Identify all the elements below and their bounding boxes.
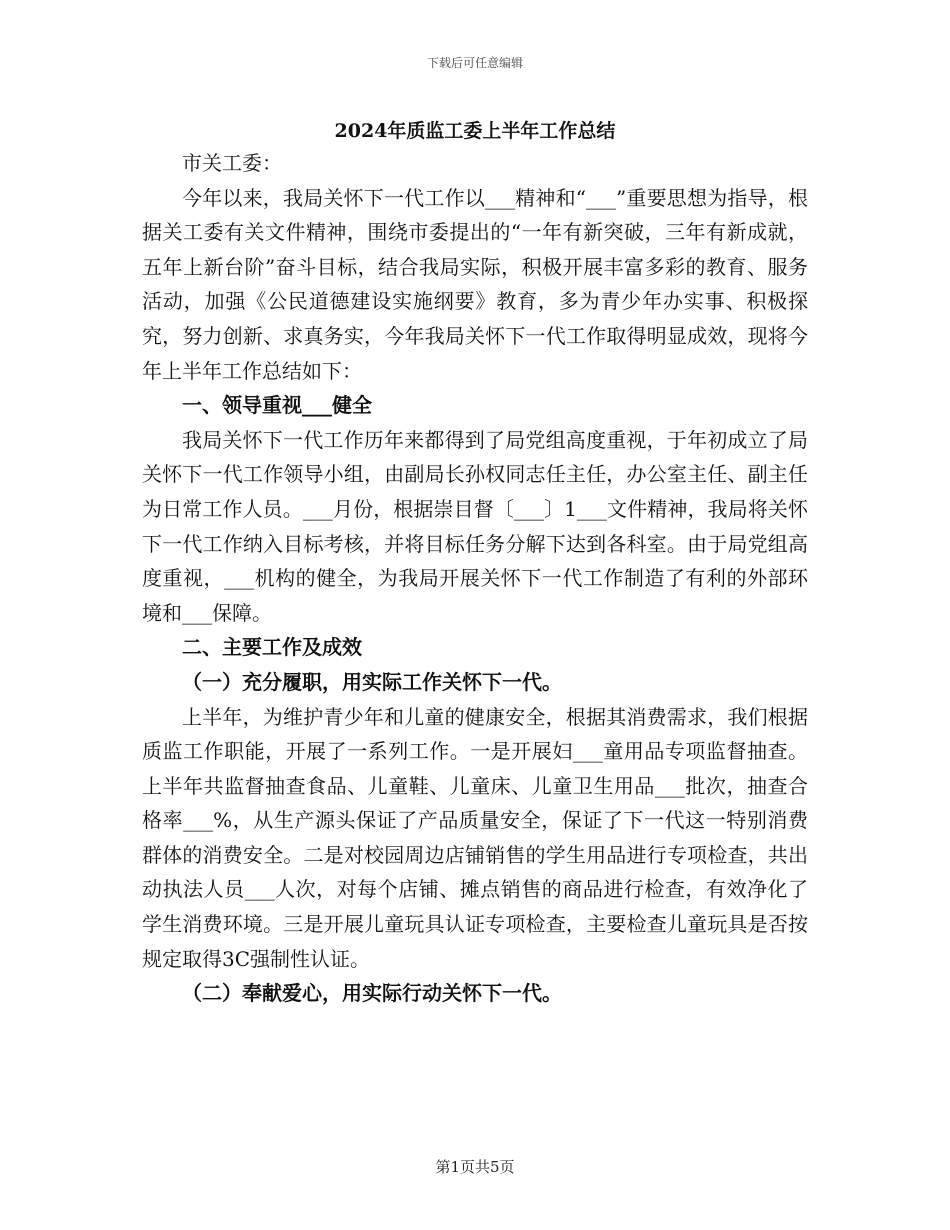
header-note: 下载后可任意编辑: [426, 56, 523, 70]
intro-paragraph: 今年以来，我局关怀下一代工作以___精神和“___”重要思想为指导，根据关工委有关文件精神，围绕市委提出的“一年有新突破，三年有新成就，五年上新台阶”奋斗目标，结合我局实际，积极开展丰富多彩的教育、服务活动，加强《公民道德建设实施纲要》教育，多为青少年办实事、积极探究，努力创新、求真务实，今年我局关怀下一代工作取得明显成效，现将今年上半年工作总结如下：: [142, 185, 808, 383]
section-1-paragraph: 我局关怀下一代工作历年来都得到了局党组高度重视，于年初成立了局关怀下一代工作领导小组，由副局长孙权同志任主任，办公室主任、副主任为日常工作人员。___月份，根据崇目督〔___〕1___文件精神，我局将关怀下一代工作纳入目标考核，并将目标任务分解下达到各科室。由于局党组高度重视，___机构的健全，为我局开展关怀下一代工作制造了有利的外部环境和___保障。: [142, 427, 808, 625]
subsection-heading-2: （二）奉献爱心，用实际行动关怀下一代。: [182, 981, 562, 1006]
document-body: [142, 146, 808, 1011]
page-number: 第1页共5页: [435, 1158, 515, 1176]
subsection-1-paragraph: 上半年，为维护青少年和儿童的健康安全，根据其消费需求，我们根据质监工作职能，开展了一系列工作。一是开展妇___童用品专项监督抽查。上半年共监督抽查食品、儿童鞋、儿童床、儿童卫生用品___批次，抽查合格率___%，从生产源头保证了产品质量安全，保证了下一代这一特别消费群体的消费安全。二是对校园周边店铺销售的学生用品进行专项检查，共出动执法人员___人次，对每个店铺、摊点销售的商品进行检查，有效净化了学生消费环境。三是开展儿童玩具认证专项检查，主要检查儿童玩具是否按规定取得3C强制性认证。: [142, 704, 808, 971]
page-title: 2024年质监工委上半年工作总结: [334, 120, 616, 142]
section-heading-1: 一、领导重视___健全: [182, 393, 372, 418]
subsection-heading-1: （一）充分履职，用实际工作关怀下一代。: [182, 669, 562, 694]
addressee: 市关工委：: [182, 151, 282, 175]
section-heading-2: 二、主要工作及成效: [182, 635, 362, 660]
